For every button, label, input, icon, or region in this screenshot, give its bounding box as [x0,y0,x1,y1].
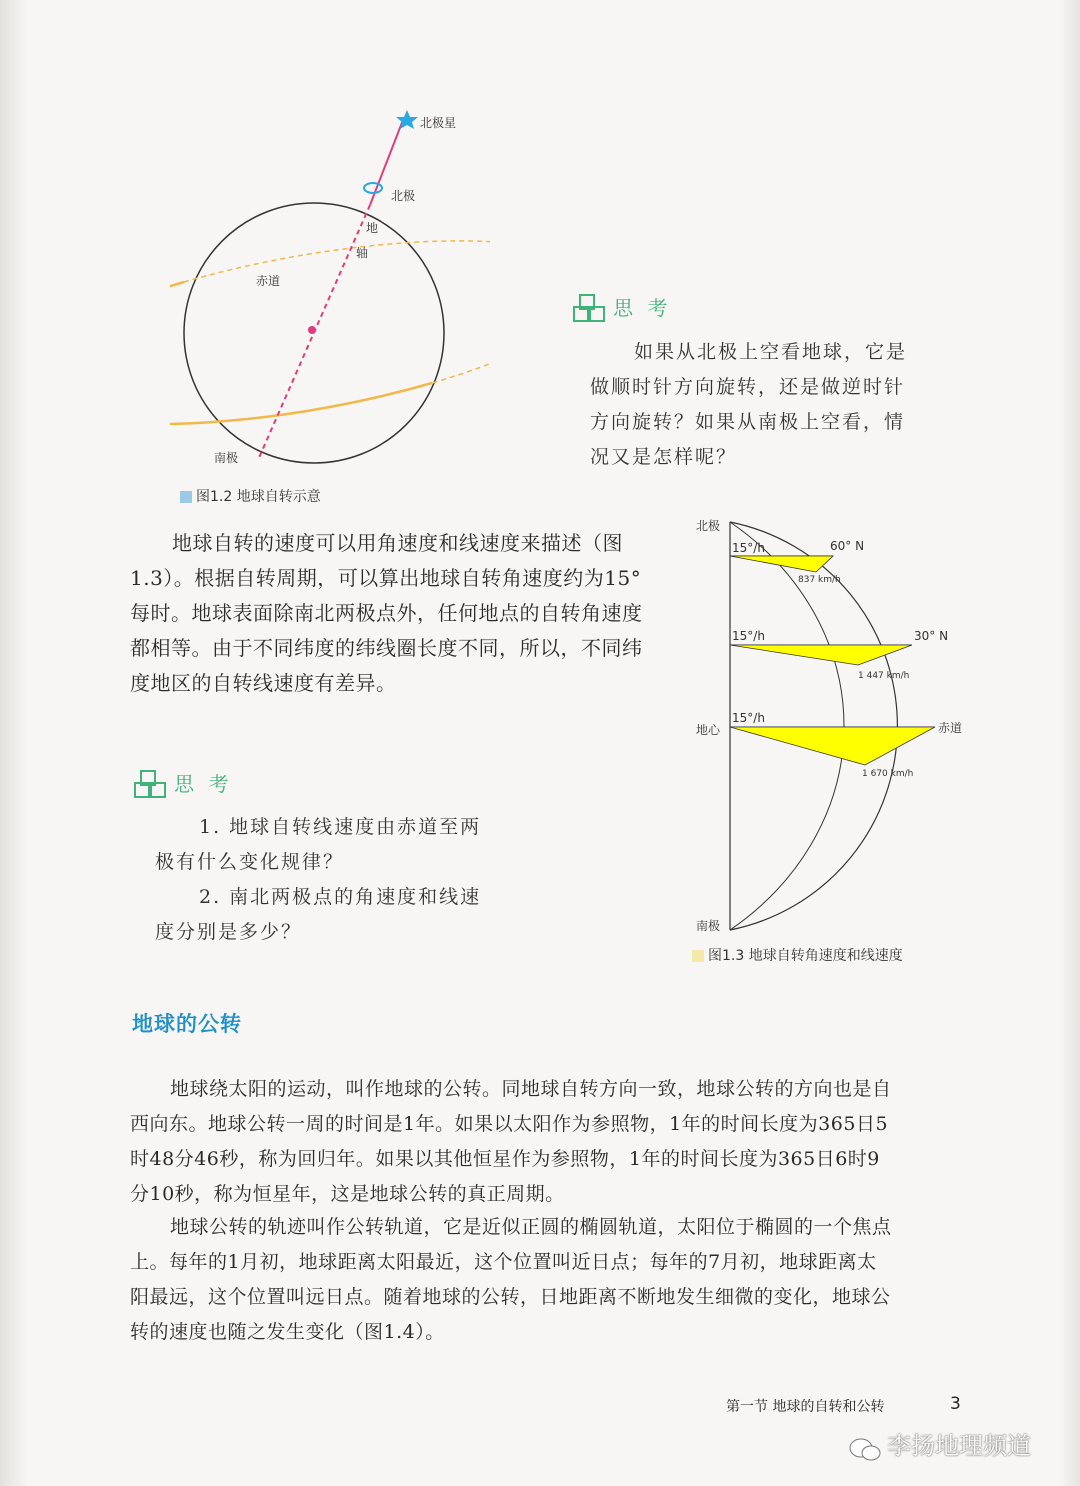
think-heading-bottom: 思 考 [174,772,233,796]
wechat-icon [848,1436,882,1464]
paragraph-revolution-orbit [130,1210,970,1350]
think-bottom-line: 1. 地球自转线速度由赤道至两 [199,816,482,838]
think-bottom-line: 极有什么变化规律？ [155,851,345,873]
equator-back [184,241,490,383]
angular-speed-60: 15°/h [732,541,765,555]
think-icon [133,769,169,805]
paragraph-revolution-period [130,1072,970,1212]
paragraph-line: 都相等。由于不同纬度的纬线圈长度不同，所以，不同纬 [130,636,643,660]
polaris-label: 北极星 [420,116,457,130]
paragraph-line: 1.3）。根据自转周期，可以算出地球自转角速度约为15° [130,566,642,590]
paragraph-line: 地球自转的速度可以用角速度和线速度来描述（图 [172,531,623,555]
linear-speed-60: 837 km/h [798,575,841,585]
think-heading-top: 思 考 [613,296,672,320]
paragraph-line: 上。每年的1月初，地球距离太阳最近，这个位置叫近日点；每年的7月初，地球距离太 [130,1251,877,1273]
angular-speed-equator: 15°/h [732,711,765,725]
figure-1-2-caption [180,486,321,506]
caption-marker [180,491,192,503]
figure-earth-rotation [170,100,490,480]
watermark-text: 李扬地理频道 [887,1432,1032,1460]
section-title: 地球的公转 [132,1012,242,1036]
paragraph-line: 西向东。地球公转一周的时间是1年。如果以太阳作为参照物，1年的时间长度为365日5 [130,1113,889,1135]
think-box-top [572,292,671,329]
lat-60-velocity [730,556,833,572]
axis-label-1: 地 [366,221,379,235]
think-box-bottom [133,768,232,805]
south-pole-label: 南极 [214,451,239,465]
footer-section-name: 第一节 地球的自转和公转 [726,1399,885,1415]
watermark [848,1426,1031,1464]
north-pole-label: 北极 [696,519,721,533]
think-top-line: 做顺时针方向旋转，还是做逆时针 [590,376,906,398]
paragraph-line: 时48分46秒，称为回归年。如果以其他恒星作为参照物，1年的时间长度为365日6时9 [130,1148,880,1170]
lat-60-label: 60° N [830,539,865,553]
paragraph-line: 度地区的自转线速度有差异。 [130,671,397,695]
earth-center-dot [308,326,316,334]
page-edge-left [0,0,28,1486]
equator-label: 赤道 [256,274,281,288]
equator-front [170,282,432,424]
paragraph-rotation-speed [130,526,690,701]
caption-marker [692,950,704,962]
think-top-line: 如果从北极上空看地球，它是 [634,341,908,363]
angular-speed-30: 15°/h [732,629,765,643]
north-pole-label: 北极 [391,189,416,203]
figure-1-3-caption [692,945,903,965]
paragraph-line: 转的速度也随之发生变化（图1.4）。 [130,1321,445,1343]
paragraph-line: 地球绕太阳的运动，叫作地球的公转。同地球自转方向一致，地球公转的方向也是自 [170,1078,892,1100]
figure-1-3-caption-text: 图1.3 地球自转角速度和线速度 [708,948,903,964]
earth-center-label: 地心 [696,723,721,737]
lat-30-velocity [730,645,912,665]
paragraph-line: 分10秒，称为恒星年，这是地球公转的真正周期。 [130,1183,565,1205]
figure-1-2-caption-text: 图1.2 地球自转示意 [196,489,321,505]
paragraph-line: 阳最远，这个位置叫远日点。随着地球的公转，日地距离不断地发生细微的变化，地球公 [130,1286,891,1308]
think-top-line: 方向旋转？如果从南极上空看，情 [590,411,906,433]
think-icon [572,293,608,329]
think-bottom-line: 度分别是多少？ [155,921,303,943]
polaris-star-icon [396,110,418,129]
linear-speed-equator: 1 670 km/h [862,769,914,779]
paragraph-line: 每时。地球表面除南北两极点外，任何地点的自转角速度 [130,601,643,625]
page-number: 3 [950,1394,961,1414]
figure-velocity [690,510,980,940]
think-bottom-body [155,810,515,950]
paragraph-line: 地球公转的轨迹叫作公转轨道，它是近似正圆的椭圆轨道，太阳位于椭圆的一个焦点 [170,1216,892,1238]
think-top-body [590,335,950,475]
linear-speed-30: 1 447 km/h [858,671,910,681]
think-bottom-line: 2. 南北两极点的角速度和线速 [199,886,482,908]
equator-velocity [730,727,935,765]
south-pole-label: 南极 [696,919,721,933]
equator-label: 赤道 [938,721,963,735]
think-top-line: 况又是怎样呢？ [590,446,738,468]
lat-30-label: 30° N [914,629,949,643]
page-edge-right [1060,0,1080,1486]
axis-label-2: 轴 [356,246,369,260]
rotation-arrow-icon [364,183,382,193]
